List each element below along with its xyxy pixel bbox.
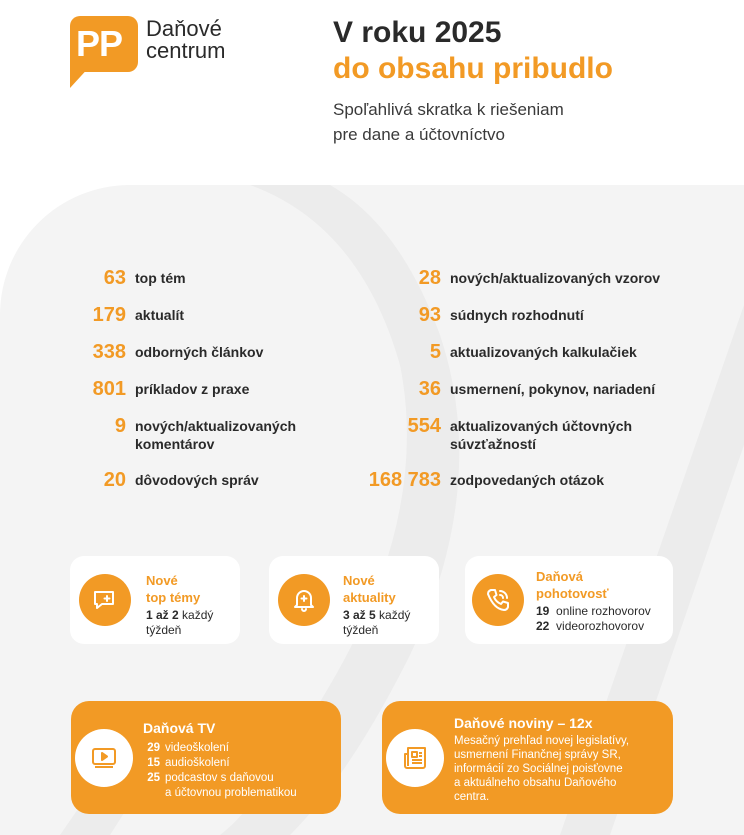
newspaper-line: centra. [454, 791, 490, 803]
card-title-line-2: aktuality [343, 590, 396, 605]
stat-label: aktualizovaných účtovných súvzťažností [450, 418, 633, 452]
stat-item [367, 304, 584, 326]
stat-number: 179 [92, 304, 126, 326]
stat-item [367, 341, 637, 363]
stat-number: 801 [92, 378, 126, 400]
newspaper-description [454, 734, 629, 804]
stat-number: 93 [418, 304, 441, 326]
card-text [536, 604, 651, 634]
card-title-line-2: pohotovosť [536, 586, 609, 601]
card-title-line-1: Daňová [536, 569, 583, 584]
stat-label: odborných článkov [135, 344, 264, 360]
stat-number: 338 [92, 341, 126, 363]
card-frequency: 1 až 2 [146, 608, 179, 622]
stat-label: príkladov z praxe [135, 381, 250, 397]
card-title: Daňové noviny – 12x [454, 715, 593, 731]
stat-number: 9 [114, 415, 126, 437]
bell-plus-icon [278, 574, 330, 626]
stat-number: 36 [418, 378, 441, 400]
tv-label: videoškolení [165, 742, 229, 754]
stat-label: nových/aktualizovaných vzorov [450, 270, 661, 286]
stat-item [68, 469, 259, 491]
newspaper-line: usmernení Finančnej správy SR, [454, 749, 621, 761]
headline [333, 15, 613, 147]
tv-count: 29 [147, 742, 160, 754]
card-text [146, 608, 213, 638]
card-title [536, 568, 609, 602]
card-title-line-1: Nové [343, 573, 375, 588]
card-text-rest-2: týždeň [343, 623, 379, 637]
tv-count: 15 [147, 757, 160, 769]
newspaper-line: a aktuálneho obsahu Daňového [454, 777, 617, 789]
stat-number: 168 783 [368, 469, 441, 491]
stat-label: súdnych rozhodnutí [450, 307, 584, 323]
tv-label: a účtovnou problematikou [165, 787, 297, 799]
card-title [146, 572, 200, 606]
card-frequency: 3 až 5 [343, 608, 376, 622]
card-title: Daňová TV [143, 720, 216, 736]
tv-label: audioškolení [165, 757, 230, 769]
tv-row [143, 741, 229, 755]
stat-item [367, 378, 655, 400]
play-icon [75, 729, 133, 787]
tv-row [143, 756, 230, 770]
stat-item [68, 415, 325, 453]
logo-mark [70, 16, 138, 88]
page-title: V roku 2025 [333, 16, 502, 49]
page-title-highlight: do obsahu pribudlo [333, 52, 613, 85]
tv-row [143, 771, 274, 785]
stat-item [68, 304, 184, 326]
stat-item [68, 378, 249, 400]
newspaper-line: informácií zo Sociálnej poisťovne [454, 763, 623, 775]
page-subtitle [333, 97, 613, 147]
newspaper-line: Mesačný prehľad novej legislatívy, [454, 735, 630, 747]
card-top-topics[interactable] [70, 556, 240, 644]
stat-item [68, 341, 263, 363]
subtitle-line-1: Spoľahlivá skratka k riešeniam [333, 100, 564, 119]
stat-number: 20 [103, 469, 126, 491]
tv-label: podcastov s daňovou [165, 772, 274, 784]
tv-count: 25 [147, 772, 160, 784]
tv-row-continued [165, 786, 297, 800]
stat-label: nových/aktualizovaných komentárov [135, 418, 297, 452]
logo-line-2: centrum [146, 38, 226, 63]
card-title-line-2: top témy [146, 590, 201, 605]
card-text-rest: každý [178, 608, 214, 622]
logo-line-1: Daňové [146, 16, 222, 41]
logo-initials: PP [76, 23, 123, 64]
phone-icon [472, 574, 524, 626]
card-news[interactable] [269, 556, 439, 644]
chat-plus-icon [79, 574, 131, 626]
stat-item [68, 267, 186, 289]
stat-number: 5 [429, 341, 441, 363]
stat-item [367, 267, 660, 289]
stat-number: 63 [103, 267, 126, 289]
stat-number: 554 [407, 415, 441, 437]
card-text-rest-2: týždeň [146, 623, 182, 637]
subtitle-line-2: pre dane a účtovníctvo [333, 125, 506, 144]
hotline-count-2: 22 [536, 619, 550, 633]
hotline-label-1: online rozhovorov [556, 604, 651, 618]
hotline-count-1: 19 [536, 604, 550, 618]
stat-label: aktualizovaných kalkulačiek [450, 344, 637, 360]
newspaper-icon [386, 729, 444, 787]
stat-item [367, 415, 665, 453]
card-text-rest: každý [375, 608, 411, 622]
hotline-label-2: videorozhovorov [556, 619, 645, 633]
card-hotline[interactable] [465, 556, 673, 644]
brand-logo[interactable] [70, 16, 225, 88]
logo-wordmark [146, 18, 225, 62]
card-tax-newspaper[interactable] [382, 701, 673, 814]
stat-label: zodpovedaných otázok [450, 472, 605, 488]
stat-number: 28 [418, 267, 441, 289]
stat-label: aktualít [135, 307, 185, 323]
card-tax-tv[interactable] [71, 701, 341, 814]
stat-label: usmernení, pokynov, nariadení [450, 381, 656, 397]
card-text [343, 608, 410, 638]
stat-label: dôvodových správ [135, 472, 259, 488]
stat-label: top tém [135, 270, 186, 286]
card-title-line-1: Nové [146, 573, 178, 588]
card-title [343, 572, 396, 606]
stat-item [367, 469, 604, 491]
